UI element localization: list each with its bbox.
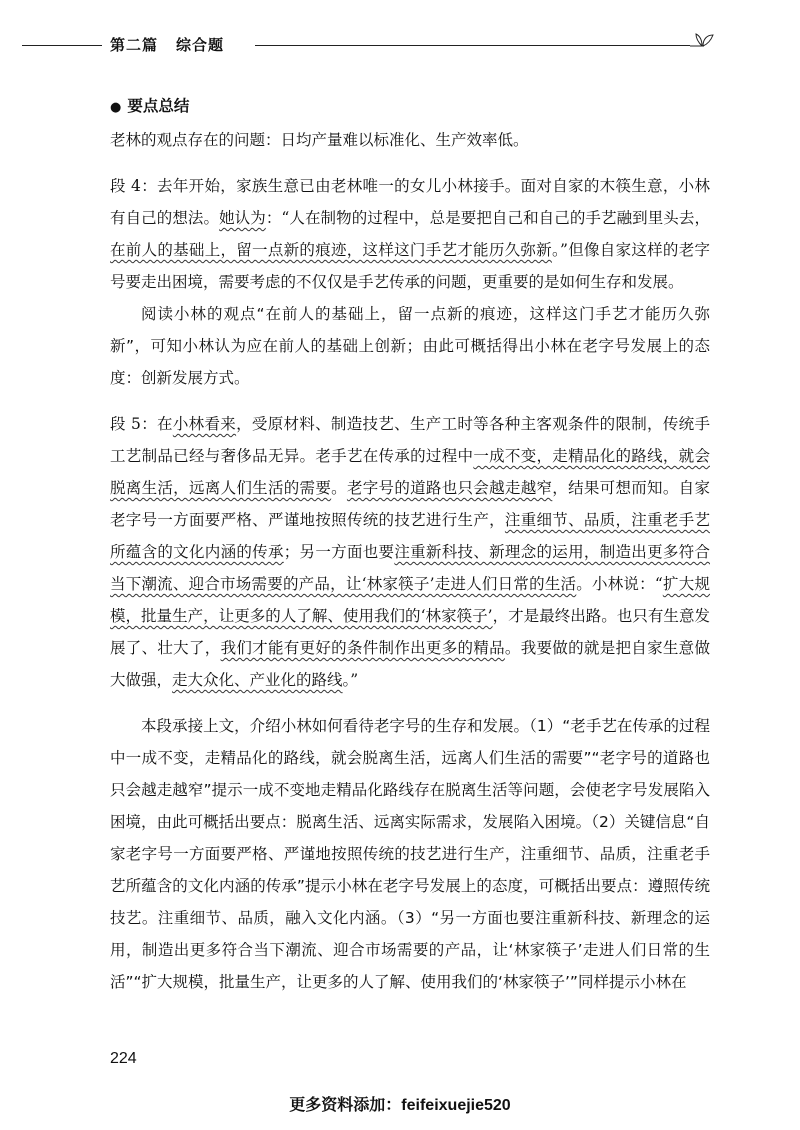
passage-label: 段 5： bbox=[110, 415, 158, 433]
page-content bbox=[110, 90, 710, 998]
summary-text: 老林的观点存在的问题：日均产量难以标准化、生产效率低。 bbox=[110, 131, 529, 149]
header-chapter-title: 综合题 bbox=[176, 36, 225, 54]
summary-heading: ● 要点总结 bbox=[110, 90, 710, 124]
analysis-paragraph-4: 阅读小林的观点“在前人的基础上，留一点新的痕迹，这样这门手艺才能历久弥新”，可知小林认为应在前人的基础上创新；由此可概括得出小林在老字号发展上的态度：创新发展方式。 bbox=[110, 305, 710, 387]
key-phrase: 走大众化、产业化的路线 bbox=[172, 671, 343, 689]
footer-note bbox=[0, 1092, 800, 1115]
page-number: 224 bbox=[110, 1050, 137, 1067]
running-header bbox=[0, 30, 800, 60]
key-phrase: 注重细节、品质，注重老手艺所蕴含的文化内涵的传承 bbox=[110, 511, 710, 561]
leaf-sprout-icon bbox=[688, 30, 716, 58]
passage-label: 段 4： bbox=[110, 177, 158, 195]
header-section: 第二篇 bbox=[110, 36, 159, 54]
header-rule-right bbox=[255, 45, 690, 46]
key-phrase: 老字号的道路也只会越走越窄 bbox=[346, 479, 553, 497]
analysis-paragraph-5: 本段承接上文，介绍小林如何看待老字号的生存和发展。（1）“老手艺在传承的过程中一成不变，走精品化的路线，就会脱离生活，远离人们生活的需要”“老字号的道路也只会越走越窄”提示一成不变地走精品化路线存在脱离生活等问题，会使老字号发展陷入困境，由此可概括出要点：脱离生活、远离实际需求，发展陷入困境。（2）关键信息“自家老字号一方面要严格、严谨地按照传统的技艺进行生产，注重细节、品质，注重老手艺所蕴含的文化内涵的传承”提示小林在老字号发展上的态度，可概括出要点：遵照传统技艺。注重细节、品质，融入文化内涵。（3）“另一方面也要注重新科技、新理念的运用，制造出更多符合当下潮流、迎合市场需要的产品，让‘林家筷子’走进人们日常的生活”“扩大规模，批量生产，让更多的人了解、使用我们的‘林家筷子’”同样提示小林在 bbox=[110, 717, 710, 991]
key-phrase: 注重新科技、新理念的运用，制造出更多符合当下潮流、迎合市场需要的产品，让‘林家筷子’走进人们日常的生活 bbox=[110, 543, 710, 593]
key-phrase: 她认为 bbox=[219, 209, 266, 227]
passage-paragraph-4: 段 4：去年开始，家族生意已由老林唯一的女儿小林接手。面对自家的木筷生意，小林有自己的想法。她认为：“人在制物的过程中，总是要把自己和自己的手艺融到里头去，在前人的基础上，留一点新的痕迹，这样这门手艺才能历久弥新。”但像自家这样的老字号要走出困境，需要考虑的不仅仅是手艺传承的问题，更重要的是如何生存和发展。 bbox=[110, 177, 710, 291]
key-phrase: 在前人的基础上，留一点新的痕迹，这样这门手艺才能历久弥新 bbox=[110, 241, 552, 259]
key-phrase: 扩大规模，批量生产，让更多的人了解、使用我们的‘林家筷子’ bbox=[110, 575, 710, 625]
footer-contact-id: feifeixuejie520 bbox=[401, 1097, 511, 1114]
key-phrase: 小林看来 bbox=[172, 415, 237, 433]
key-phrase: 一成不变，走精品化的路线，就会脱离生活，远离人们生活的需要 bbox=[110, 447, 710, 497]
header-rule-left bbox=[22, 45, 102, 46]
footer-prefix: 更多资料添加： bbox=[289, 1095, 402, 1114]
passage-paragraph-5: 段 5：在小林看来，受原材料、制造技艺、生产工时等各种主客观条件的限制，传统手工艺制品已经与奢侈品无异。老手艺在传承的过程中一成不变，走精品化的路线，就会脱离生活，远离人们生活的需要。老字号的道路也只会越走越窄，结果可想而知。自家老字号一方面要严格、严谨地按照传统的技艺进行生产，注重细节、品质，注重老手艺所蕴含的文化内涵的传承；另一方面也要注重新科技、新理念的运用，制造出更多符合当下潮流、迎合市场需要的产品，让‘林家筷子’走进人们日常的生活。小林说：“扩大规模，批量生产，让更多的人了解、使用我们的‘林家筷子’，才是最终出路。也只有生意发展了、壮大了，我们才能有更好的条件制作出更多的精品。我要做的就是把自家生意做大做强，走大众化、产业化的路线。” bbox=[110, 415, 710, 689]
key-phrase: 我们才能有更好的条件制作出更多的精品 bbox=[220, 639, 505, 657]
header-title bbox=[110, 34, 242, 55]
